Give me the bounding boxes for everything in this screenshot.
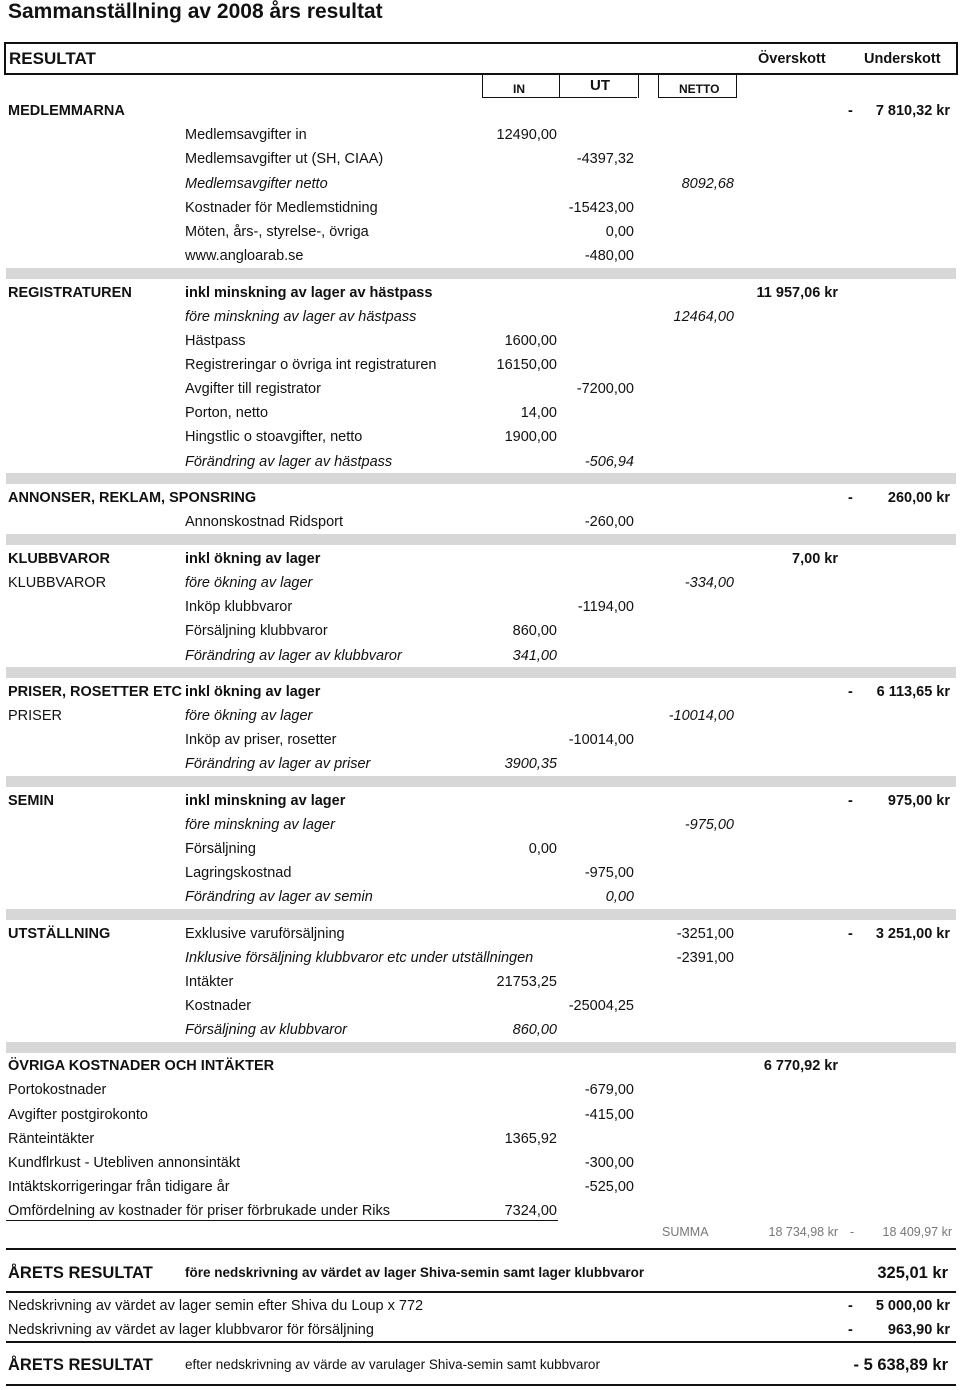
- row-in: 3900,35: [504, 756, 557, 772]
- arets1-result: 325,01 kr: [877, 1264, 948, 1282]
- row-label: Hingstlic o stoavgifter, netto: [185, 429, 363, 445]
- section-separator: [6, 776, 956, 787]
- row-label: Intäktskorrigeringar från tidigare år: [8, 1179, 230, 1195]
- arets2-label: ÅRETS RESULTAT: [8, 1356, 153, 1374]
- row-ut: -15423,00: [568, 200, 634, 216]
- arets2-bottom-rule: [6, 1384, 956, 1386]
- row-ut: -4397,32: [576, 151, 634, 167]
- arets1-label: ÅRETS RESULTAT: [8, 1264, 153, 1282]
- priser-heading: inkl ökning av lager: [185, 684, 321, 700]
- section-registraturen: REGISTRATUREN: [8, 285, 132, 301]
- row-in: 860,00: [512, 623, 557, 639]
- arets1-top-rule: [6, 1248, 956, 1250]
- row-label: Inköp av priser, rosetter: [185, 732, 337, 748]
- row-ut: -480,00: [584, 248, 634, 264]
- arets1-bottom-rule: [6, 1291, 956, 1293]
- utstallning-dash: -: [848, 926, 853, 942]
- col-divider-in-left: [482, 75, 483, 98]
- row-ut: -300,00: [584, 1155, 634, 1171]
- summa-overskott: 18 734,98 kr: [768, 1225, 838, 1239]
- nedskrivning-result: 963,90 kr: [887, 1322, 950, 1338]
- section-separator: [6, 268, 956, 279]
- semin-dash: -: [848, 793, 853, 809]
- row-ut: -10014,00: [568, 732, 634, 748]
- section-annonser: ANNONSER, REKLAM, SPONSRING: [8, 490, 257, 506]
- row-label: Intäkter: [185, 974, 234, 990]
- semin-result: 975,00 kr: [887, 793, 950, 809]
- resultat-heading: RESULTAT: [9, 49, 96, 68]
- row-label: Annonskostnad Ridsport: [185, 514, 343, 530]
- arets2-result: - 5 638,89 kr: [853, 1356, 948, 1374]
- row-label: Omfördelning av kostnader för priser förbrukade under Riks: [8, 1203, 391, 1219]
- registraturen-heading: inkl minskning av lager av hästpass: [185, 285, 433, 301]
- section-separator: [6, 534, 956, 545]
- col-in: IN: [513, 82, 525, 96]
- nedskrivning-dash: -: [848, 1322, 853, 1338]
- nedskrivning-label: Nedskrivning av värdet av lager semin efter Shiva du Loup x 772: [8, 1298, 424, 1314]
- col-ut: UT: [590, 77, 610, 94]
- row-label: Försäljning av klubbvaror: [185, 1022, 347, 1038]
- arets2-top-rule: [6, 1341, 956, 1343]
- nedskrivning-dash: -: [848, 1298, 853, 1314]
- row-in: 1600,00: [504, 333, 557, 349]
- row-in: 21753,25: [496, 974, 557, 990]
- row-in: 16150,00: [496, 357, 557, 373]
- row-label: Ränteintäkter: [8, 1131, 95, 1147]
- row-netto: 8092,68: [681, 176, 734, 192]
- utstallning-heading-netto: -3251,00: [676, 926, 734, 942]
- row-ut: -25004,25: [568, 998, 634, 1014]
- medlemmarna-dash: -: [848, 103, 853, 119]
- row-in: 1900,00: [504, 429, 557, 445]
- col-divider-netto-right: [736, 75, 737, 98]
- row-label: Lagringskostnad: [185, 865, 292, 881]
- col-divider-netto-left: [658, 75, 659, 98]
- section-separator: [6, 473, 956, 484]
- row-ut: -415,00: [584, 1107, 634, 1123]
- priser-dash: -: [848, 684, 853, 700]
- row-label: Inklusive försäljning klubbvaror etc under utställningen: [185, 950, 534, 966]
- ovriga-underline: [6, 1220, 558, 1221]
- semin-heading: inkl minskning av lager: [185, 793, 346, 809]
- klubbvaror-label2: KLUBBVAROR: [8, 575, 107, 591]
- row-label: Förändring av lager av hästpass: [185, 454, 393, 470]
- underskott-heading: Underskott: [864, 51, 941, 67]
- section-semin: SEMIN: [8, 793, 54, 809]
- summa-label: SUMMA: [662, 1225, 709, 1239]
- annonser-dash: -: [848, 490, 853, 506]
- row-in: 1365,92: [504, 1131, 557, 1147]
- utstallning-result: 3 251,00 kr: [875, 926, 950, 942]
- row-label: Försäljning klubbvaror: [185, 623, 328, 639]
- row-in: 12490,00: [496, 127, 557, 143]
- row-in: 0,00: [528, 841, 557, 857]
- section-separator: [6, 909, 956, 920]
- col-divider-in-right: [559, 75, 560, 98]
- row-label: före minskning av lager av hästpass: [185, 309, 417, 325]
- row-netto: 12464,00: [673, 309, 734, 325]
- row-label: Kostnader: [185, 998, 252, 1014]
- utstallning-heading: Exklusive varuförsäljning: [185, 926, 345, 942]
- row-label: Porton, netto: [185, 405, 269, 421]
- row-label: Portokostnader: [8, 1082, 107, 1098]
- row-netto: -975,00: [684, 817, 734, 833]
- row-label: före minskning av lager: [185, 817, 335, 833]
- row-ut: -975,00: [584, 865, 634, 881]
- row-label: Medlemsavgifter netto: [185, 176, 328, 192]
- row-label: Registreringar o övriga int registraturen: [185, 357, 437, 373]
- row-label: Försäljning: [185, 841, 256, 857]
- section-medlemmarna: MEDLEMMARNA: [8, 103, 125, 119]
- col-divider-ut-right: [638, 75, 639, 98]
- nedskrivning-result: 5 000,00 kr: [875, 1298, 950, 1314]
- row-ut: -7200,00: [576, 381, 634, 397]
- priser-label2: PRISER: [8, 708, 62, 724]
- arets2-text: efter nedskrivning av värde av varulager Shiva-semin samt kubbvaror: [185, 1357, 600, 1372]
- row-label: Förändring av lager av priser: [185, 756, 371, 772]
- row-in: 860,00: [512, 1022, 557, 1038]
- row-ut: 0,00: [605, 889, 634, 905]
- row-label: Kostnader för Medlemstidning: [185, 200, 378, 216]
- row-ut: -260,00: [584, 514, 634, 530]
- row-ut: -679,00: [584, 1082, 634, 1098]
- row-netto: -10014,00: [668, 708, 734, 724]
- section-separator: [6, 667, 956, 678]
- row-label: Möten, års-, styrelse-, övriga: [185, 224, 369, 240]
- row-label: Förändring av lager av semin: [185, 889, 373, 905]
- row-ut: 0,00: [605, 224, 634, 240]
- row-label: före ökning av lager: [185, 708, 313, 724]
- col-netto: NETTO: [679, 82, 720, 96]
- section-separator: [6, 1042, 956, 1053]
- medlemmarna-result: 7 810,32 kr: [875, 103, 950, 119]
- row-in: 341,00: [512, 648, 557, 664]
- row-netto: -334,00: [684, 575, 734, 591]
- row-label: Medlemsavgifter in: [185, 127, 307, 143]
- section-klubbvaror: KLUBBVAROR: [8, 551, 111, 567]
- overskott-heading: Överskott: [758, 51, 826, 67]
- row-label: före ökning av lager: [185, 575, 313, 591]
- priser-result: 6 113,65 kr: [876, 684, 950, 700]
- row-label: Medlemsavgifter ut (SH, CIAA): [185, 151, 384, 167]
- row-ut: -506,94: [584, 454, 634, 470]
- section-ovriga: ÖVRIGA KOSTNADER OCH INTÄKTER: [8, 1058, 275, 1074]
- nedskrivning-label: Nedskrivning av värdet av lager klubbvaror för försäljning: [8, 1322, 374, 1338]
- row-label: Inköp klubbvaror: [185, 599, 293, 615]
- klubbvaror-heading: inkl ökning av lager: [185, 551, 321, 567]
- section-utstallning: UTSTÄLLNING: [8, 926, 111, 942]
- row-label: Förändring av lager av klubbvaror: [185, 648, 402, 664]
- row-label: Hästpass: [185, 333, 246, 349]
- row-label: Avgifter till registrator: [185, 381, 321, 397]
- row-label: www.angloarab.se: [185, 248, 304, 264]
- row-label: Kundflrkust - Utebliven annonsintäkt: [8, 1155, 241, 1171]
- row-label: Avgifter postgirokonto: [8, 1107, 148, 1123]
- col-underline-inut: [482, 97, 637, 98]
- summa-underskott: 18 409,97 kr: [882, 1225, 952, 1239]
- klubbvaror-result: 7,00 kr: [792, 551, 838, 567]
- row-in: 14,00: [520, 405, 557, 421]
- arets1-text: före nedskrivning av värdet av lager Shiva-semin samt lager klubbvaror: [185, 1265, 645, 1280]
- page-title: Sammanställning av 2008 års resultat: [8, 0, 383, 23]
- row-ut: -525,00: [584, 1179, 634, 1195]
- row-netto: -2391,00: [676, 950, 734, 966]
- summa-dash: -: [850, 1225, 855, 1239]
- row-ut: -1194,00: [577, 599, 634, 615]
- row-in: 7324,00: [504, 1203, 557, 1219]
- section-priser: PRISER, ROSETTER ETC: [8, 684, 183, 700]
- registraturen-result: 11 957,06 kr: [756, 285, 838, 301]
- ovriga-result: 6 770,92 kr: [763, 1058, 838, 1074]
- annonser-result: 260,00 kr: [887, 490, 950, 506]
